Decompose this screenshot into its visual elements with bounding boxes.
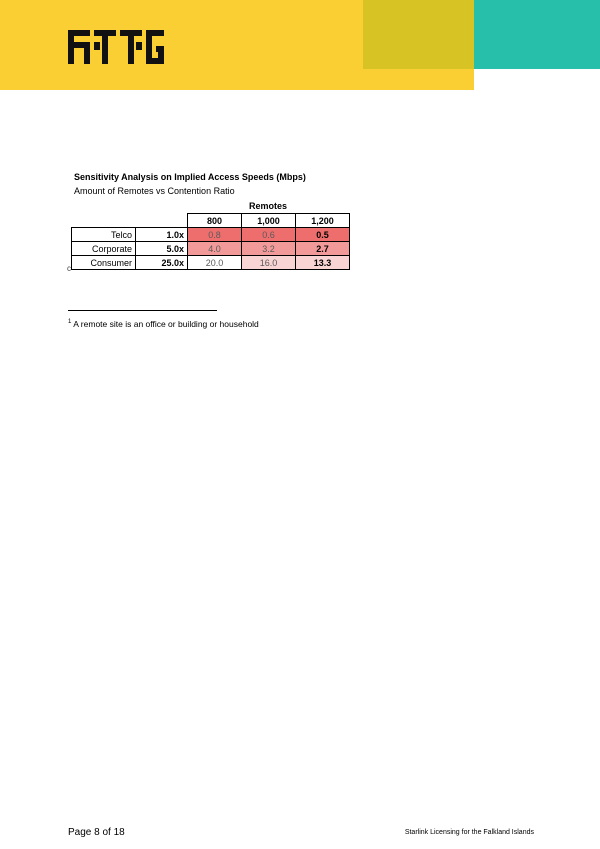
speed-cell: 0.6 [242,228,296,242]
table-header-row [72,214,350,228]
company-logo [68,30,164,64]
row-label: Telco [72,228,136,242]
table-row [72,242,350,256]
footnote-marker: 1 [68,319,72,326]
speed-cell: 16.0 [242,256,296,270]
header-band-olive [363,0,474,69]
footnote-text: A remote site is an office or building or household [73,319,259,329]
speed-cell: 20.0 [188,256,242,270]
column-header: 800 [188,214,242,228]
contention-ratio: 25.0x [136,256,188,270]
section-subtitle: Amount of Remotes vs Contention Ratio [74,186,235,196]
row-label: Corporate [72,242,136,256]
footnote [68,319,259,329]
column-group-header: Remotes [248,201,287,211]
footnote-separator [68,310,217,311]
speed-cell: 0.8 [188,228,242,242]
speed-cell: 13.3 [296,256,350,270]
speed-cell: 3.2 [242,242,296,256]
contention-ratio: 5.0x [136,242,188,256]
sensitivity-table [71,213,350,270]
speed-cell: 0.5 [296,228,350,242]
column-header: 1,200 [296,214,350,228]
empty-cell [136,214,188,228]
column-header: 1,000 [242,214,296,228]
stray-character: c [67,264,71,273]
header-band-teal [474,0,600,69]
table-row [72,228,350,242]
table-row [72,256,350,270]
footer-document-title: Starlink Licensing for the Falkland Islands [404,829,534,836]
page-number: Page 8 of 18 [68,827,125,838]
speed-cell: 2.7 [296,242,350,256]
section-title: Sensitivity Analysis on Implied Access Speeds (Mbps) [74,172,306,182]
speed-cell: 4.0 [188,242,242,256]
empty-cell [72,214,136,228]
row-label: Consumer [72,256,136,270]
contention-ratio: 1.0x [136,228,188,242]
